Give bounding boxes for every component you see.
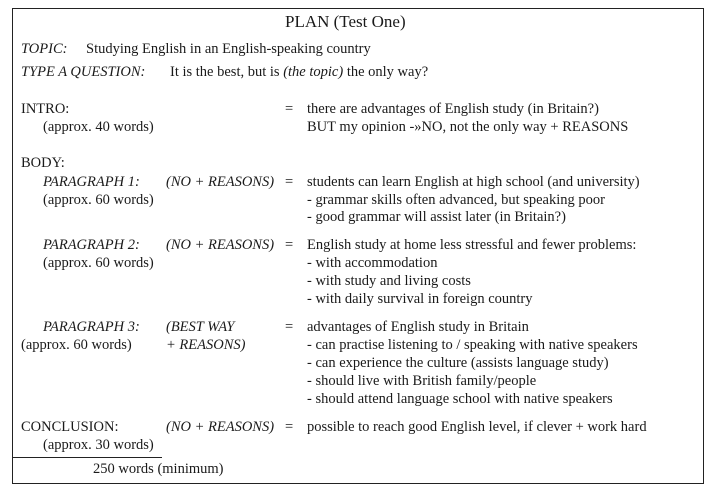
body-heading: BODY: (21, 155, 65, 171)
paragraph-2-tag: (NO + REASONS) (166, 237, 275, 253)
paragraph-2-line: - with daily survival in foreign country (307, 291, 533, 307)
paragraph-2-label: PARAGRAPH 2: (43, 237, 140, 253)
topic-text: Studying English in an English-speaking country (86, 41, 371, 57)
paragraph-3-line: - can experience the culture (assists language study) (307, 355, 609, 371)
intro-word-count: (approx. 40 words) (43, 119, 154, 135)
intro-line: there are advantages of English study (in Britain?) (307, 101, 599, 117)
conclusion-tag: (NO + REASONS) (166, 419, 275, 435)
paragraph-2-line: - with accommodation (307, 255, 438, 271)
conclusion-heading: CONCLUSION: (21, 419, 119, 435)
paragraph-3-equals: = (285, 319, 294, 335)
paragraph-3-line: advantages of English study in Britain (307, 319, 529, 335)
conclusion-word-count: (approx. 30 words) (43, 437, 154, 453)
paragraph-1-label: PARAGRAPH 1: (43, 174, 140, 190)
intro-equals: = (285, 101, 294, 117)
paragraph-3-tag: (BEST WAY (166, 319, 235, 335)
paragraph-1-tag: (NO + REASONS) (166, 174, 275, 190)
conclusion-line: possible to reach good English level, if clever + work hard (307, 419, 647, 435)
intro-line: BUT my opinion -»NO, not the only way + REASONS (307, 119, 629, 135)
paragraph-3-tag: + REASONS) (166, 337, 246, 353)
paragraph-2-line: - with study and living costs (307, 273, 471, 289)
paragraph-3-line: - can practise listening to / speaking with native speakers (307, 337, 638, 353)
question-label: TYPE A QUESTION: (21, 64, 146, 80)
paragraph-3-word-count: (approx. 60 words) (21, 337, 132, 353)
plan-title: PLAN (Test One) (285, 12, 406, 31)
paragraph-1-word-count: (approx. 60 words) (43, 192, 154, 208)
question-text: It is the best, but is (the topic) the only way? (170, 64, 429, 80)
paragraph-1-line: - grammar skills often advanced, but speaking poor (307, 192, 605, 208)
intro-heading: INTRO: (21, 101, 70, 117)
topic-label: TOPIC: (21, 41, 68, 57)
paragraph-2-line: English study at home less stressful and fewer problems: (307, 237, 637, 253)
paragraph-2-word-count: (approx. 60 words) (43, 255, 154, 271)
conclusion-equals: = (285, 419, 294, 435)
paragraph-1-line: students can learn English at high school (and university) (307, 174, 640, 190)
paragraph-3-label: PARAGRAPH 3: (43, 319, 140, 335)
total-word-count: 250 words (minimum) (93, 461, 224, 477)
paragraph-1-equals: = (285, 174, 294, 190)
paragraph-3-line: - should attend language school with native speakers (307, 391, 613, 407)
paragraph-1-line: - good grammar will assist later (in Britain?) (307, 209, 566, 225)
paragraph-3-line: - should live with British family/people (307, 373, 537, 389)
word-total-divider (12, 457, 162, 458)
paragraph-2-equals: = (285, 237, 294, 253)
